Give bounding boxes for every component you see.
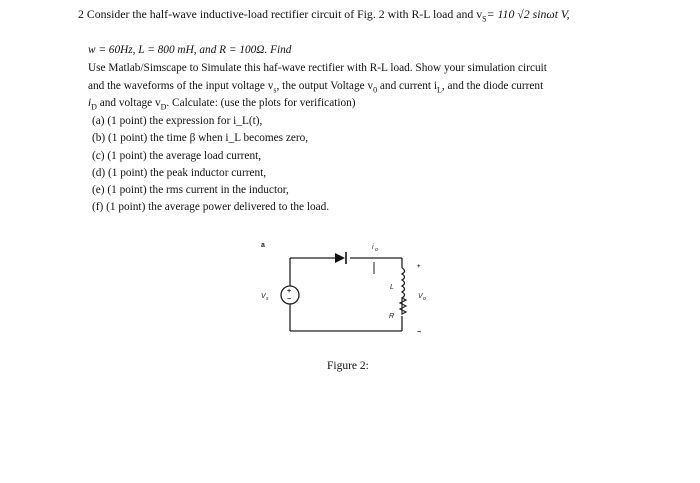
question-item-c: (c) (1 point) the average load current, [92, 150, 262, 162]
current-label: i [372, 244, 374, 251]
current-label-sub: o [375, 247, 378, 253]
figure-caption: Figure 2: [327, 360, 369, 372]
heading-sub: S [482, 14, 487, 24]
question-item-e: (e) (1 point) the rms current in the inductor, [92, 184, 289, 196]
instr2-a: and the waveforms of the input voltage v [88, 80, 274, 92]
inductor-label: L [390, 284, 394, 291]
question-item-a: (a) (1 point) the expression for i_L(t), [92, 115, 263, 127]
instr3-sub-d2: D [160, 102, 167, 112]
instr3-sub-d: D [91, 102, 97, 112]
output-voltage-label: V [418, 293, 423, 300]
ac-source [281, 286, 299, 304]
instr3-b: and voltage v [96, 97, 161, 109]
heading-text: 2 Consider the half-wave inductive-load rectifier circuit of Fig. 2 with R-L load and v [78, 7, 483, 21]
source-minus: − [287, 296, 292, 303]
output-voltage-sub: o [423, 296, 426, 302]
instr2-sub-s: s [273, 85, 277, 95]
instr2-sub-0: 0 [373, 85, 378, 95]
node-label-a: a [261, 242, 265, 249]
instr2-d: , and the diode current [441, 80, 544, 92]
question-item-b: (b) (1 point) the time β when i_L becomes zero, [92, 132, 309, 144]
instructions-line-1: Use Matlab/Simscape to Simulate this haf-wave rectifier with R-L load. Show your simulation circuit [88, 62, 547, 74]
source-plus: + [287, 288, 292, 295]
circuit-wires [290, 258, 402, 331]
output-plus: + [417, 264, 421, 270]
question-item-d: (d) (1 point) the peak inductor current, [92, 167, 267, 179]
resistor-label: R [389, 313, 395, 320]
instr3-a: i [88, 97, 92, 109]
source-voltage-label: V [261, 293, 266, 300]
instr2-b: , the output Voltage v [276, 80, 374, 92]
resistor-symbol [400, 298, 406, 314]
instr2-c: and current i [377, 80, 437, 92]
source-voltage-sub: s [266, 296, 269, 302]
problem-parameters: w = 60Hz, L = 800 mH, and R = 100Ω. Find [88, 44, 292, 56]
instr2-sub-l: L [437, 85, 442, 95]
question-item-f: (f) (1 point) the average power delivered to the load. [92, 201, 330, 213]
instr3-c: . Calculate: (use the plots for verification) [166, 97, 356, 109]
output-minus: − [417, 329, 422, 336]
diode-symbol [335, 252, 346, 264]
inductor-symbol [402, 268, 405, 298]
heading-tail: = 110 √2 sinωt V, [486, 7, 570, 21]
